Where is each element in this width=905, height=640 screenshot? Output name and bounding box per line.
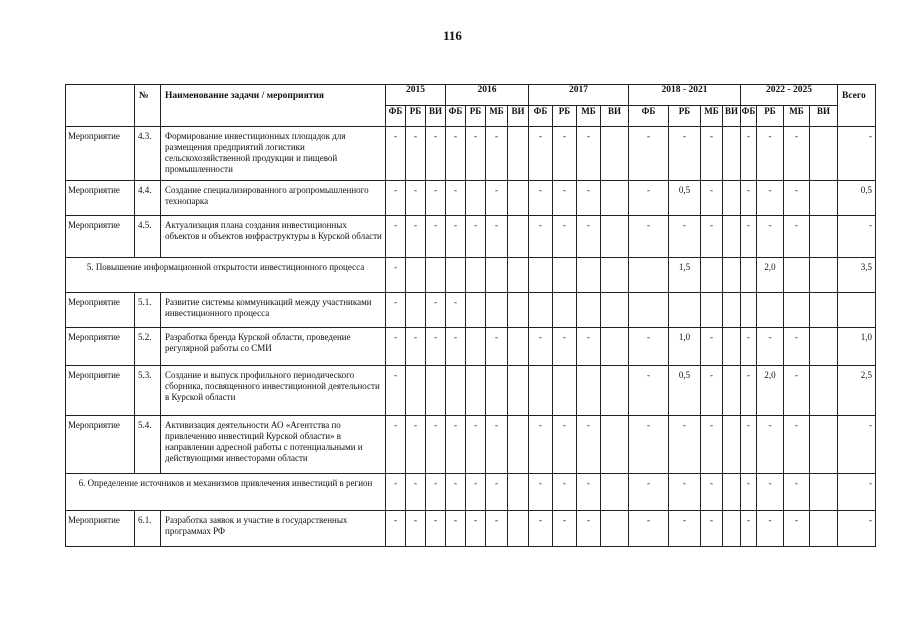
value-cell [723,216,741,258]
row-number: 5.2. [135,328,161,366]
value-cell: - [629,127,669,181]
header-year-2022-2025: 2022 - 2025 [741,85,838,106]
total-cell: 3,5 [838,258,876,293]
table-row [66,328,876,366]
value-cell [601,293,629,328]
header-source-12: РБ [669,106,701,127]
value-cell [810,366,838,416]
value-cell: - [406,511,426,547]
value-cell: - [406,328,426,366]
value-cell: - [386,258,406,293]
value-cell: - [553,511,577,547]
value-cell: - [406,127,426,181]
value-cell: - [529,127,553,181]
value-cell [486,366,508,416]
value-cell: 2,0 [757,366,784,416]
value-cell: - [757,416,784,474]
value-cell: - [386,416,406,474]
value-cell: - [757,328,784,366]
total-cell: - [838,216,876,258]
value-cell: - [553,474,577,511]
value-cell: 2,0 [757,258,784,293]
value-cell: - [784,328,810,366]
value-cell: - [529,474,553,511]
total-cell [838,293,876,328]
value-cell [810,474,838,511]
value-cell: - [577,511,601,547]
header-source-0: ФБ [386,106,406,127]
value-cell [426,258,446,293]
header-source-16: РБ [757,106,784,127]
value-cell [669,293,701,328]
value-cell: - [553,416,577,474]
value-cell: - [577,216,601,258]
table-row [66,181,876,216]
value-cell [601,416,629,474]
value-cell: - [466,416,486,474]
value-cell [601,328,629,366]
value-cell [529,366,553,416]
value-cell [466,328,486,366]
value-cell: - [629,474,669,511]
value-cell: - [629,181,669,216]
table-row [66,511,876,547]
total-cell: - [838,511,876,547]
value-cell: - [701,511,723,547]
value-cell: - [386,511,406,547]
row-name: Разработка заявок и участие в государственных программах РФ [161,511,386,547]
value-cell [508,416,529,474]
value-cell: - [446,181,466,216]
value-cell: - [386,216,406,258]
row-type: Мероприятие [66,328,135,366]
row-number: 5.4. [135,416,161,474]
value-cell: - [553,127,577,181]
value-cell: - [629,511,669,547]
value-cell: - [701,216,723,258]
value-cell: - [669,474,701,511]
value-cell [406,366,426,416]
value-cell: - [406,416,426,474]
value-cell: - [757,511,784,547]
value-cell: - [446,127,466,181]
value-cell [810,293,838,328]
value-cell [723,511,741,547]
value-cell [723,328,741,366]
value-cell: - [386,293,406,328]
value-cell [810,181,838,216]
value-cell [784,258,810,293]
header-year-2015: 2015 [386,85,446,106]
value-cell [723,127,741,181]
value-cell: - [741,366,757,416]
value-cell [723,258,741,293]
row-name: Создание специализированного агропромышленного технопарка [161,181,386,216]
value-cell [508,181,529,216]
table-row [66,127,876,181]
value-cell: - [529,511,553,547]
value-cell [508,258,529,293]
value-cell: - [529,181,553,216]
header-num: № [135,85,161,127]
value-cell [426,366,446,416]
value-cell [508,293,529,328]
value-cell [508,511,529,547]
value-cell [723,474,741,511]
value-cell: - [757,127,784,181]
header-source-14: ВИ [723,106,741,127]
value-cell [723,366,741,416]
value-cell: - [466,474,486,511]
value-cell [810,416,838,474]
value-cell: - [629,416,669,474]
header-source-2: ВИ [426,106,446,127]
value-cell: - [466,127,486,181]
value-cell: 1,0 [669,328,701,366]
value-cell [466,181,486,216]
value-cell: - [466,511,486,547]
value-cell [486,258,508,293]
value-cell: - [577,328,601,366]
section-row [66,474,876,511]
value-cell [629,258,669,293]
row-name: Создание и выпуск профильного периодического сборника, посвященного инвестиционной деятельности в Курской области [161,366,386,416]
value-cell [508,216,529,258]
header-source-11: ФБ [629,106,669,127]
value-cell: - [553,328,577,366]
value-cell: - [629,216,669,258]
header-row-years [66,85,876,106]
value-cell: - [426,127,446,181]
value-cell [406,293,426,328]
value-cell: - [577,181,601,216]
value-cell: - [386,328,406,366]
row-type: Мероприятие [66,181,135,216]
header-source-9: МБ [577,106,601,127]
value-cell [577,293,601,328]
value-cell [810,127,838,181]
value-cell [723,293,741,328]
value-cell [810,511,838,547]
value-cell [723,181,741,216]
value-cell: - [669,416,701,474]
value-cell [701,293,723,328]
value-cell [601,127,629,181]
value-cell [508,127,529,181]
value-cell: - [784,511,810,547]
value-cell: - [426,474,446,511]
value-cell: - [486,511,508,547]
value-cell [577,366,601,416]
row-name: Формирование инвестиционных площадок для размещения предприятий логистики сельскохозяйственной продукции и пищевой промышленности [161,127,386,181]
row-type: Мероприятие [66,293,135,328]
header-source-17: МБ [784,106,810,127]
value-cell: - [446,293,466,328]
row-type: Мероприятие [66,216,135,258]
value-cell: - [577,474,601,511]
header-source-10: ВИ [601,106,629,127]
total-cell: - [838,127,876,181]
header-source-18: ВИ [810,106,838,127]
value-cell: - [406,181,426,216]
value-cell: - [486,328,508,366]
value-cell: - [386,127,406,181]
value-cell: - [446,511,466,547]
value-cell: - [741,216,757,258]
value-cell: - [486,474,508,511]
value-cell: - [486,216,508,258]
section-row [66,258,876,293]
value-cell: - [529,216,553,258]
value-cell [529,293,553,328]
value-cell [601,258,629,293]
value-cell: - [701,474,723,511]
header-source-7: ФБ [529,106,553,127]
value-cell [446,366,466,416]
total-cell: - [838,416,876,474]
header-source-8: РБ [553,106,577,127]
value-cell [601,366,629,416]
value-cell: - [784,474,810,511]
value-cell [466,258,486,293]
value-cell: - [784,127,810,181]
value-cell [741,293,757,328]
row-name: Активизация деятельности АО «Агентства по привлечению инвестиций Курской области» в направлении адресной работы с потенциальными и действующими инвесторами области [161,416,386,474]
section-title: 6. Определение источников и механизмов привлечения инвестиций в регион [66,474,386,511]
value-cell [741,258,757,293]
header-source-3: ФБ [446,106,466,127]
value-cell [553,293,577,328]
page-number: 116 [443,28,462,43]
value-cell: - [784,216,810,258]
value-cell: - [486,416,508,474]
value-cell: - [741,181,757,216]
header-source-6: ВИ [508,106,529,127]
header-year-2018-2021: 2018 - 2021 [629,85,741,106]
header-type [66,85,135,127]
value-cell [466,366,486,416]
value-cell [466,293,486,328]
value-cell [508,474,529,511]
row-number: 6.1. [135,511,161,547]
value-cell [553,258,577,293]
value-cell: - [529,328,553,366]
row-name: Разработка бренда Курской области, проведение регулярной работы со СМИ [161,328,386,366]
value-cell [446,258,466,293]
row-type: Мероприятие [66,416,135,474]
value-cell: - [784,181,810,216]
value-cell: - [426,416,446,474]
value-cell: - [629,366,669,416]
header-name: Наименование задачи / мероприятия [161,85,386,127]
value-cell: - [553,181,577,216]
value-cell [529,258,553,293]
value-cell: - [741,511,757,547]
value-cell: - [669,216,701,258]
value-cell: 0,5 [669,181,701,216]
table-row [66,293,876,328]
value-cell [601,216,629,258]
value-cell: - [426,216,446,258]
value-cell [757,293,784,328]
total-cell: 1,0 [838,328,876,366]
row-type: Мероприятие [66,127,135,181]
value-cell: - [529,416,553,474]
value-cell: - [426,293,446,328]
value-cell [508,366,529,416]
value-cell [577,258,601,293]
value-cell: - [669,511,701,547]
value-cell: - [741,474,757,511]
value-cell: - [446,328,466,366]
header-year-2016: 2016 [446,85,529,106]
total-cell: 0,5 [838,181,876,216]
row-number: 4.5. [135,216,161,258]
total-cell: - [838,474,876,511]
row-name: Развитие системы коммуникаций между участниками инвестиционного процесса [161,293,386,328]
value-cell: - [784,416,810,474]
value-cell [810,328,838,366]
value-cell [701,258,723,293]
value-cell: 0,5 [669,366,701,416]
value-cell: - [386,474,406,511]
value-cell: - [386,366,406,416]
value-cell: - [701,328,723,366]
value-cell: - [741,416,757,474]
value-cell: - [446,216,466,258]
value-cell [601,474,629,511]
value-cell: - [446,416,466,474]
header-source-4: РБ [466,106,486,127]
header-source-15: ФБ [741,106,757,127]
value-cell [601,511,629,547]
value-cell [723,416,741,474]
row-name: Актуализация плана создания инвестиционных объектов и объектов инфраструктуры в Курской области [161,216,386,258]
value-cell [553,366,577,416]
header-source-5: МБ [486,106,508,127]
value-cell: - [741,328,757,366]
value-cell: - [426,328,446,366]
row-type: Мероприятие [66,511,135,547]
row-number: 4.4. [135,181,161,216]
table-row [66,216,876,258]
value-cell: - [386,181,406,216]
row-number: 5.3. [135,366,161,416]
value-cell: - [629,328,669,366]
value-cell: - [669,127,701,181]
value-cell: 1,5 [669,258,701,293]
value-cell: - [741,127,757,181]
table-row [66,416,876,474]
value-cell [810,258,838,293]
value-cell [486,293,508,328]
value-cell: - [486,181,508,216]
value-cell: - [426,181,446,216]
row-number: 4.3. [135,127,161,181]
value-cell: - [577,416,601,474]
row-type: Мероприятие [66,366,135,416]
value-cell: - [784,366,810,416]
value-cell: - [486,127,508,181]
total-cell: 2,5 [838,366,876,416]
row-number: 5.1. [135,293,161,328]
value-cell [508,328,529,366]
value-cell: - [426,511,446,547]
investment-measures-table [65,84,876,547]
value-cell: - [757,216,784,258]
value-cell: - [757,181,784,216]
header-source-1: РБ [406,106,426,127]
value-cell: - [466,216,486,258]
value-cell [601,181,629,216]
value-cell: - [406,216,426,258]
table-row [66,366,876,416]
header-year-2017: 2017 [529,85,629,106]
value-cell: - [446,474,466,511]
value-cell: - [553,216,577,258]
table-body [66,127,876,547]
section-title: 5. Повышение информационной открытости инвестиционного процесса [66,258,386,293]
header-total: Всего [838,85,876,127]
value-cell: - [701,127,723,181]
value-cell: - [701,181,723,216]
value-cell: - [406,474,426,511]
value-cell [629,293,669,328]
value-cell: - [757,474,784,511]
value-cell: - [577,127,601,181]
value-cell [406,258,426,293]
value-cell: - [701,416,723,474]
header-source-13: МБ [701,106,723,127]
value-cell [810,216,838,258]
value-cell [784,293,810,328]
value-cell: - [701,366,723,416]
